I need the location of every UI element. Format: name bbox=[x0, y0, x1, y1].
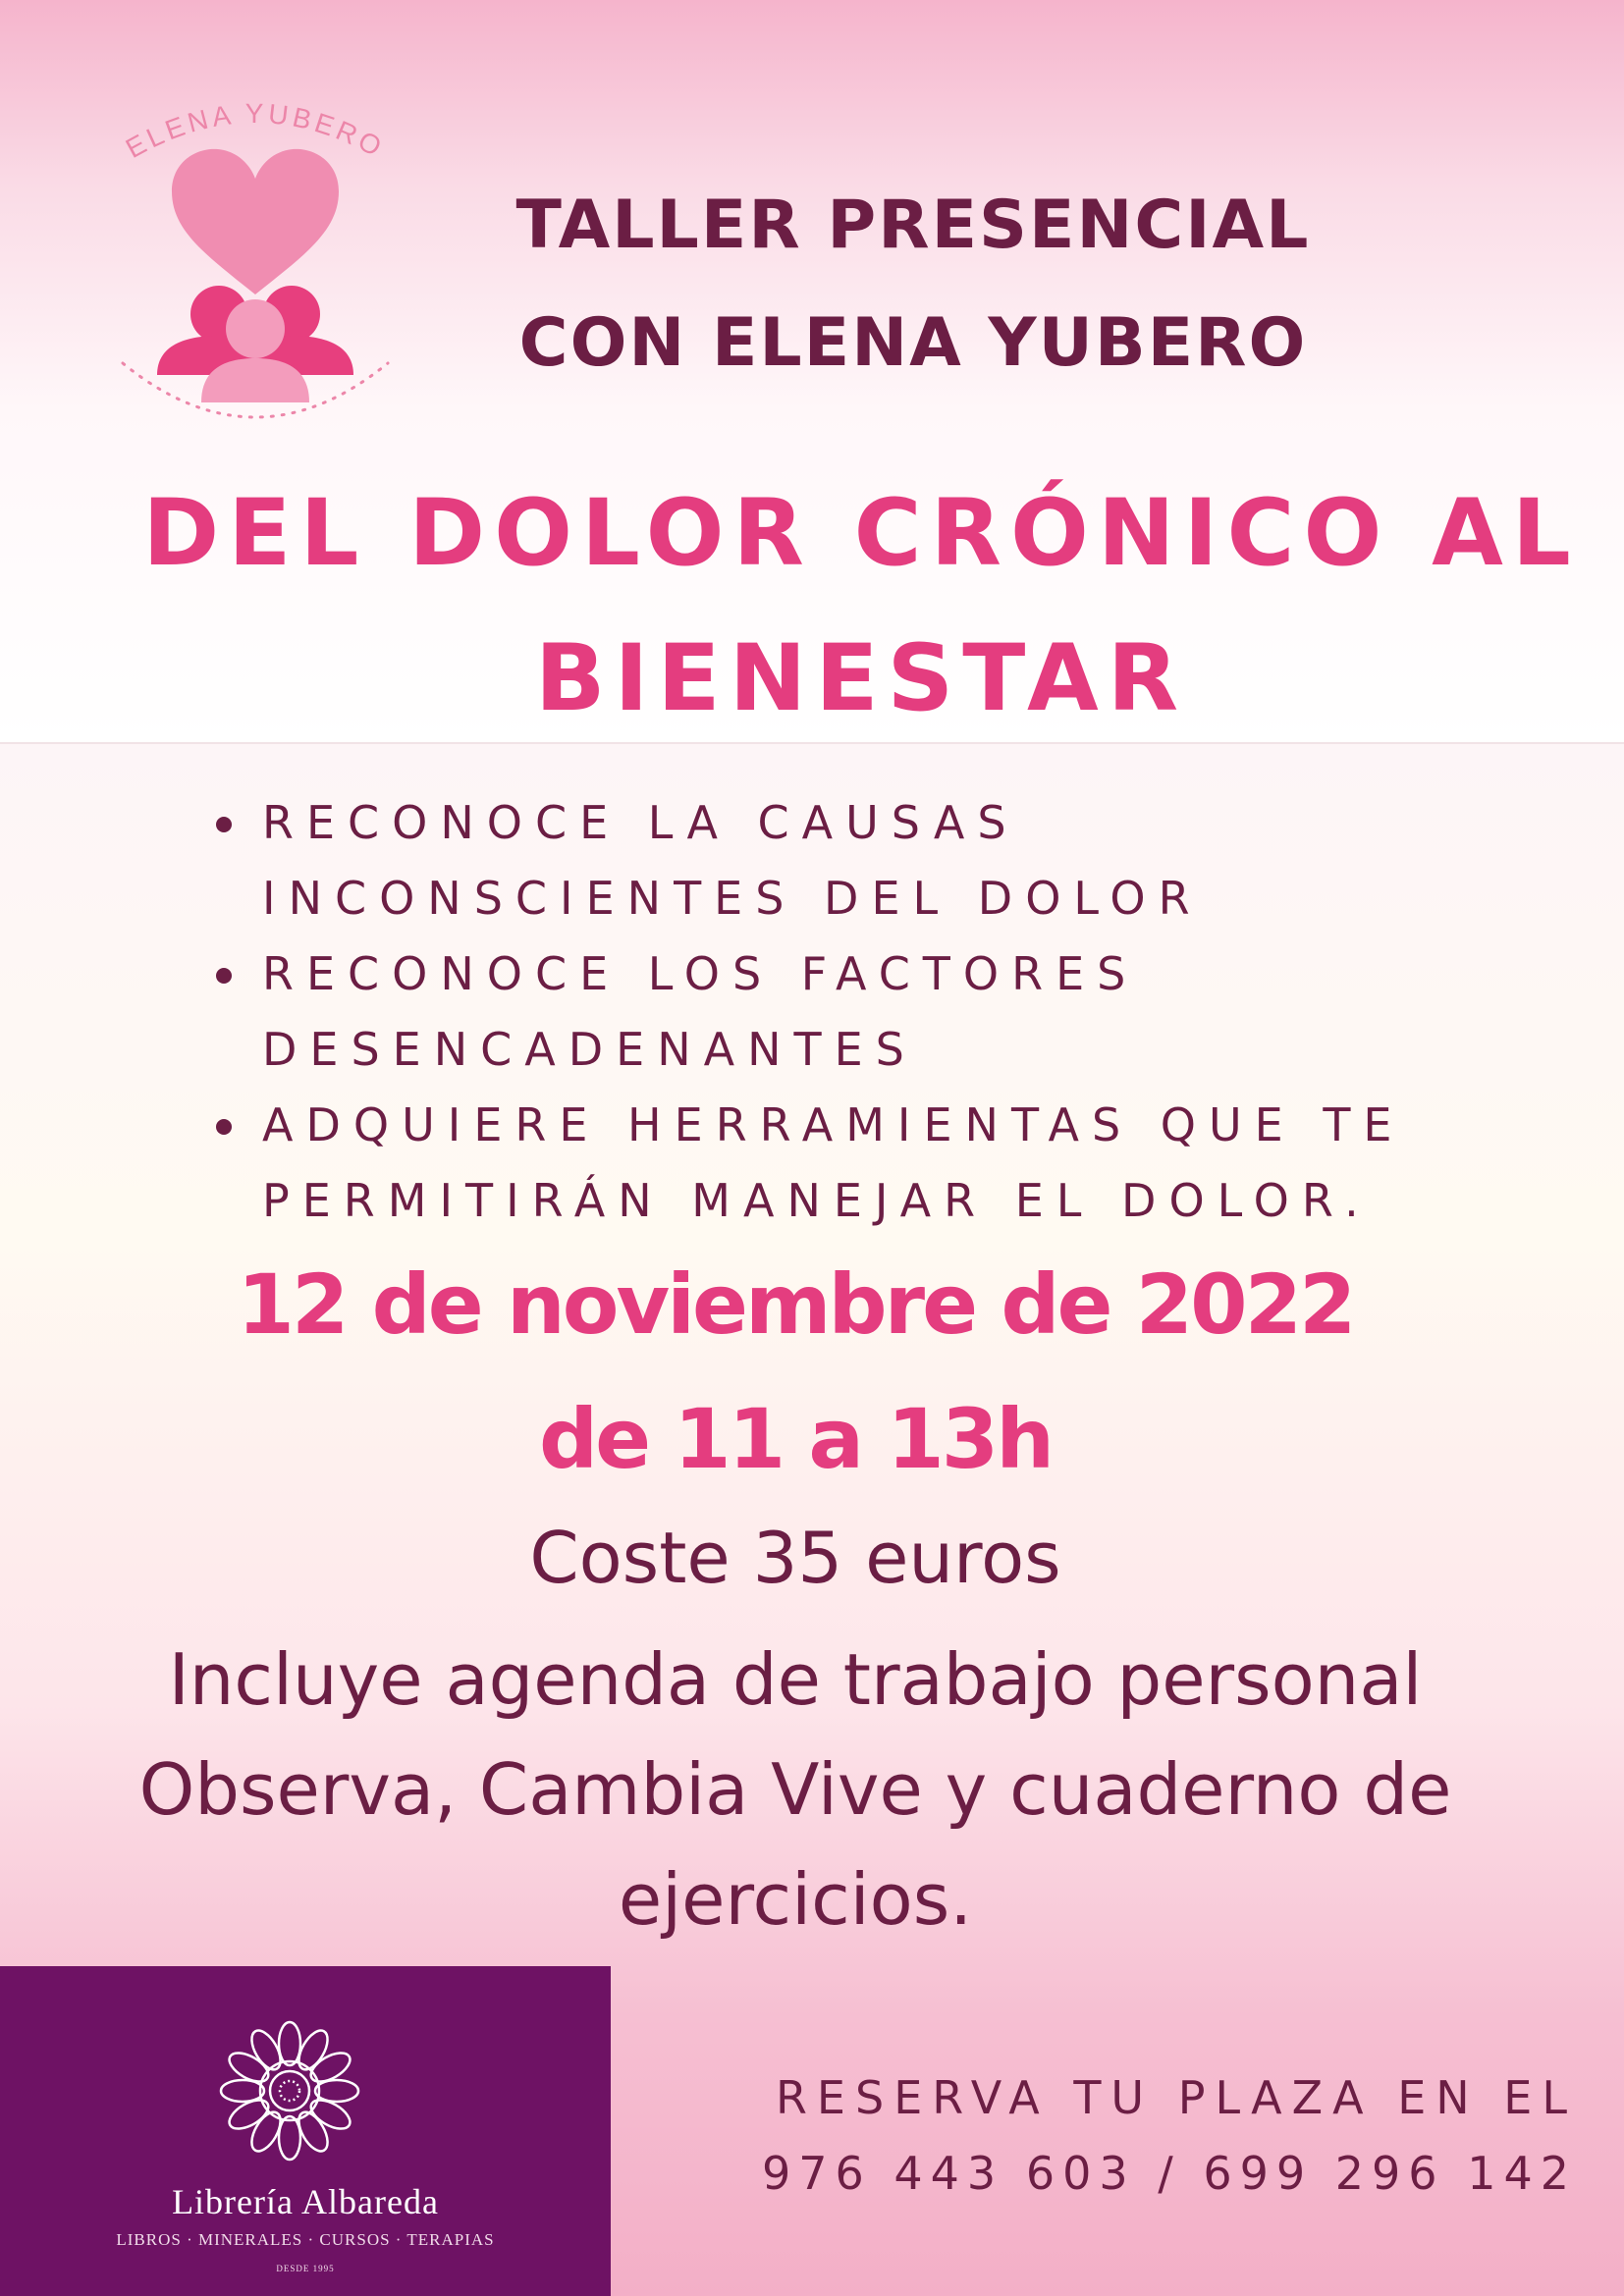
benefits-list bbox=[211, 785, 1488, 1239]
logo-text: ELENA YUBERO bbox=[120, 97, 391, 165]
event-cost: Coste 35 euros bbox=[529, 1517, 1061, 1599]
benefit-item bbox=[211, 785, 1488, 936]
svg-text:ELENA YUBERO bbox=[121, 98, 390, 164]
mandala-icon bbox=[216, 2017, 363, 2164]
benefit-line: PERMITIRÁN MANEJAR EL DOLOR. bbox=[262, 1174, 1372, 1227]
includes-text bbox=[0, 1625, 1591, 1954]
bullet-dot bbox=[216, 817, 232, 832]
elena-yubero-logo bbox=[98, 69, 412, 461]
title-line-1: DEL DOLOR CRÓNICO AL bbox=[142, 480, 1580, 587]
bookstore-since: DESDE 1995 bbox=[276, 2264, 335, 2273]
main-title bbox=[0, 461, 1624, 752]
reservation-label: RESERVA TU PLAZA EN EL bbox=[775, 2071, 1577, 2124]
workshop-line-2: CON ELENA YUBERO bbox=[518, 304, 1308, 382]
event-time: de 11 a 13h bbox=[538, 1391, 1053, 1487]
bullet-dot bbox=[216, 968, 232, 984]
heart-people-icon bbox=[157, 149, 353, 402]
workshop-line-1: TALLER PRESENCIAL bbox=[515, 187, 1311, 264]
bookstore-name: Librería Albareda bbox=[172, 2182, 439, 2221]
reservation-phones: 976 443 603 / 699 296 142 bbox=[761, 2147, 1577, 2200]
bookstore-tagline: LIBROS · MINERALES · CURSOS · TERAPIAS bbox=[116, 2230, 495, 2249]
includes-line-2: Observa, Cambia Vive y cuaderno de bbox=[138, 1748, 1452, 1831]
benefit-item bbox=[211, 936, 1488, 1088]
benefit-line: ADQUIERE HERRAMIENTAS QUE TE bbox=[262, 1098, 1405, 1151]
benefit-line: INCONSCIENTES DEL DOLOR bbox=[262, 872, 1203, 925]
includes-line-1: Incluye agenda de trabajo personal bbox=[168, 1638, 1423, 1721]
benefit-line: RECONOCE LOS FACTORES bbox=[262, 947, 1139, 1000]
event-date: 12 de noviembre de 2022 bbox=[237, 1256, 1354, 1353]
benefit-line: RECONOCE LA CAUSAS bbox=[262, 796, 1019, 849]
bullet-dot bbox=[216, 1119, 232, 1135]
includes-line-3: ejercicios. bbox=[618, 1858, 973, 1941]
benefit-item bbox=[211, 1088, 1488, 1239]
title-line-2: BIENESTAR bbox=[534, 625, 1188, 732]
workshop-heading bbox=[461, 167, 1365, 402]
benefit-line: DESENCADENANTES bbox=[262, 1023, 917, 1076]
